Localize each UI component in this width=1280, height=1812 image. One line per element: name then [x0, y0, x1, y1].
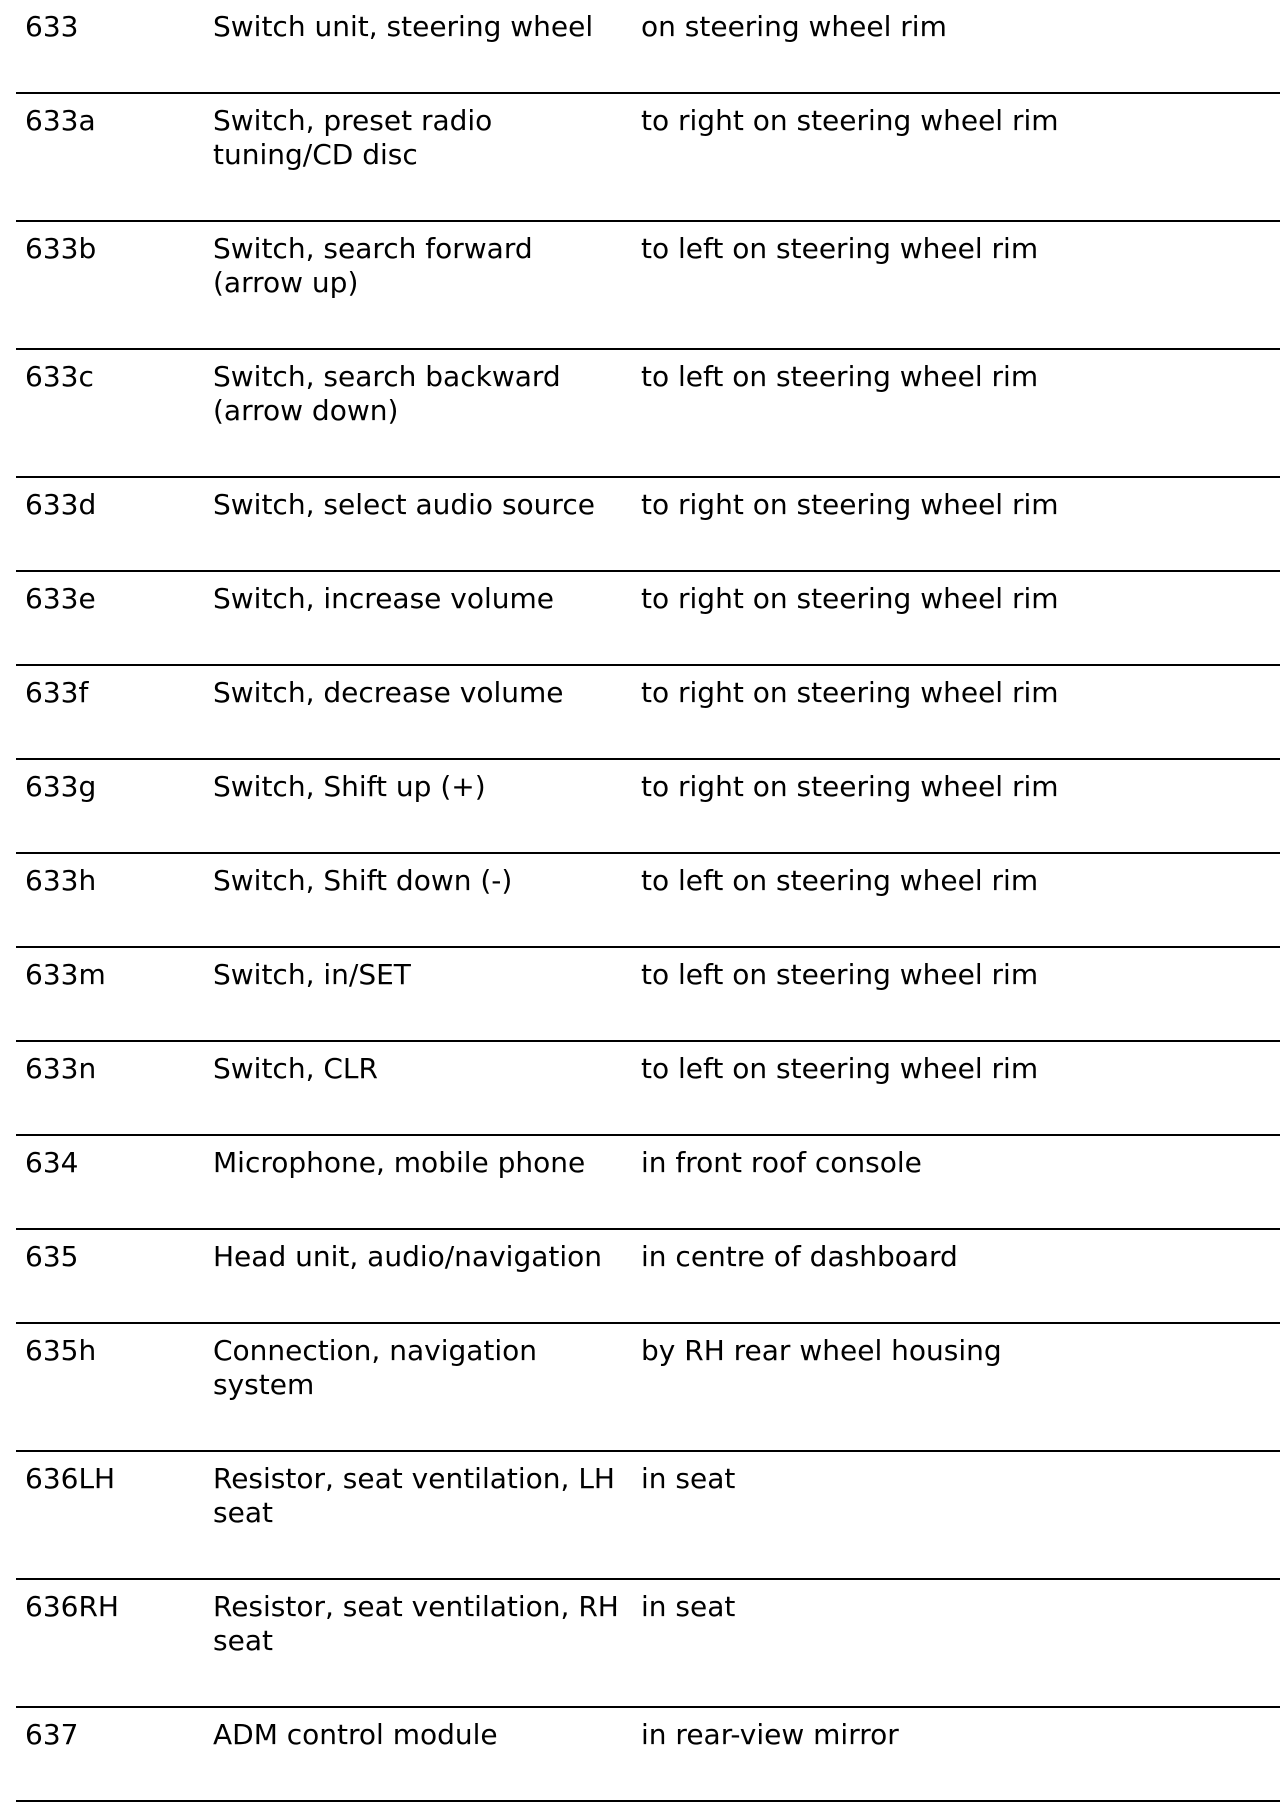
component-description: Switch, CLR: [213, 1052, 378, 1085]
component-description: Switch, increase volume: [213, 582, 555, 615]
table-row: [16, 478, 1280, 572]
table-row: [16, 1580, 1280, 1708]
component-table: [16, 0, 1280, 1802]
component-code: 637: [25, 1718, 79, 1751]
component-location: in front roof console: [641, 1146, 922, 1179]
component-location: to right on steering wheel rim: [641, 104, 1059, 137]
table-row: [16, 760, 1280, 854]
table-row: [16, 854, 1280, 948]
component-code: 633g: [25, 770, 97, 803]
component-code: 635h: [25, 1334, 97, 1367]
component-location: to right on steering wheel rim: [641, 488, 1059, 521]
component-location: to left on steering wheel rim: [641, 360, 1039, 393]
component-description: Switch, Shift down (-): [213, 864, 513, 897]
component-description: Connection, navigation system: [213, 1334, 538, 1401]
component-description: Resistor, seat ventilation, RH seat: [213, 1590, 619, 1657]
component-location: in seat: [641, 1462, 736, 1495]
component-code: 633: [25, 10, 79, 43]
component-location: to left on steering wheel rim: [641, 958, 1039, 991]
component-location: to left on steering wheel rim: [641, 864, 1039, 897]
component-location: by RH rear wheel housing: [641, 1334, 1002, 1367]
component-description: Switch, search backward (arrow down): [213, 360, 561, 427]
table-row: [16, 1452, 1280, 1580]
component-code: 636LH: [25, 1462, 116, 1495]
component-code: 633d: [25, 488, 97, 521]
component-location: to right on steering wheel rim: [641, 770, 1059, 803]
table-row: [16, 1042, 1280, 1136]
component-description: Resistor, seat ventilation, LH seat: [213, 1462, 615, 1529]
component-location: in rear-view mirror: [641, 1718, 899, 1751]
component-code: 633n: [25, 1052, 97, 1085]
component-location: in seat: [641, 1590, 736, 1623]
component-code: 633c: [25, 360, 94, 393]
component-description: Switch, select audio source: [213, 488, 595, 521]
table-row: [16, 94, 1280, 222]
component-code: 634: [25, 1146, 79, 1179]
table-row: [16, 666, 1280, 760]
component-location: to right on steering wheel rim: [641, 676, 1059, 709]
component-location: to left on steering wheel rim: [641, 232, 1039, 265]
component-location: to right on steering wheel rim: [641, 582, 1059, 615]
component-description: Switch unit, steering wheel: [213, 10, 594, 43]
component-description: Switch, search forward (arrow up): [213, 232, 533, 299]
table-row: [16, 222, 1280, 350]
table-row: [16, 0, 1280, 94]
component-description: Head unit, audio/navigation: [213, 1240, 603, 1273]
component-code: 636RH: [25, 1590, 119, 1623]
component-code: 633b: [25, 232, 97, 265]
component-location: to left on steering wheel rim: [641, 1052, 1039, 1085]
component-description: Switch, preset radio tuning/CD disc: [213, 104, 493, 171]
table-row: [16, 1230, 1280, 1324]
component-description: ADM control module: [213, 1718, 498, 1751]
table-row: [16, 1324, 1280, 1452]
table-row: [16, 350, 1280, 478]
component-location: in centre of dashboard: [641, 1240, 958, 1273]
component-code: 633a: [25, 104, 96, 137]
table-row: [16, 1708, 1280, 1802]
component-code: 633e: [25, 582, 96, 615]
component-description: Switch, decrease volume: [213, 676, 564, 709]
table-row: [16, 948, 1280, 1042]
component-location: on steering wheel rim: [641, 10, 947, 43]
table-row: [16, 1136, 1280, 1230]
component-code: 635: [25, 1240, 79, 1273]
component-description: Switch, Shift up (+): [213, 770, 486, 803]
table-row: [16, 572, 1280, 666]
component-description: Microphone, mobile phone: [213, 1146, 586, 1179]
component-code: 633h: [25, 864, 97, 897]
component-code: 633m: [25, 958, 106, 991]
component-code: 633f: [25, 676, 89, 709]
component-description: Switch, in/SET: [213, 958, 411, 991]
